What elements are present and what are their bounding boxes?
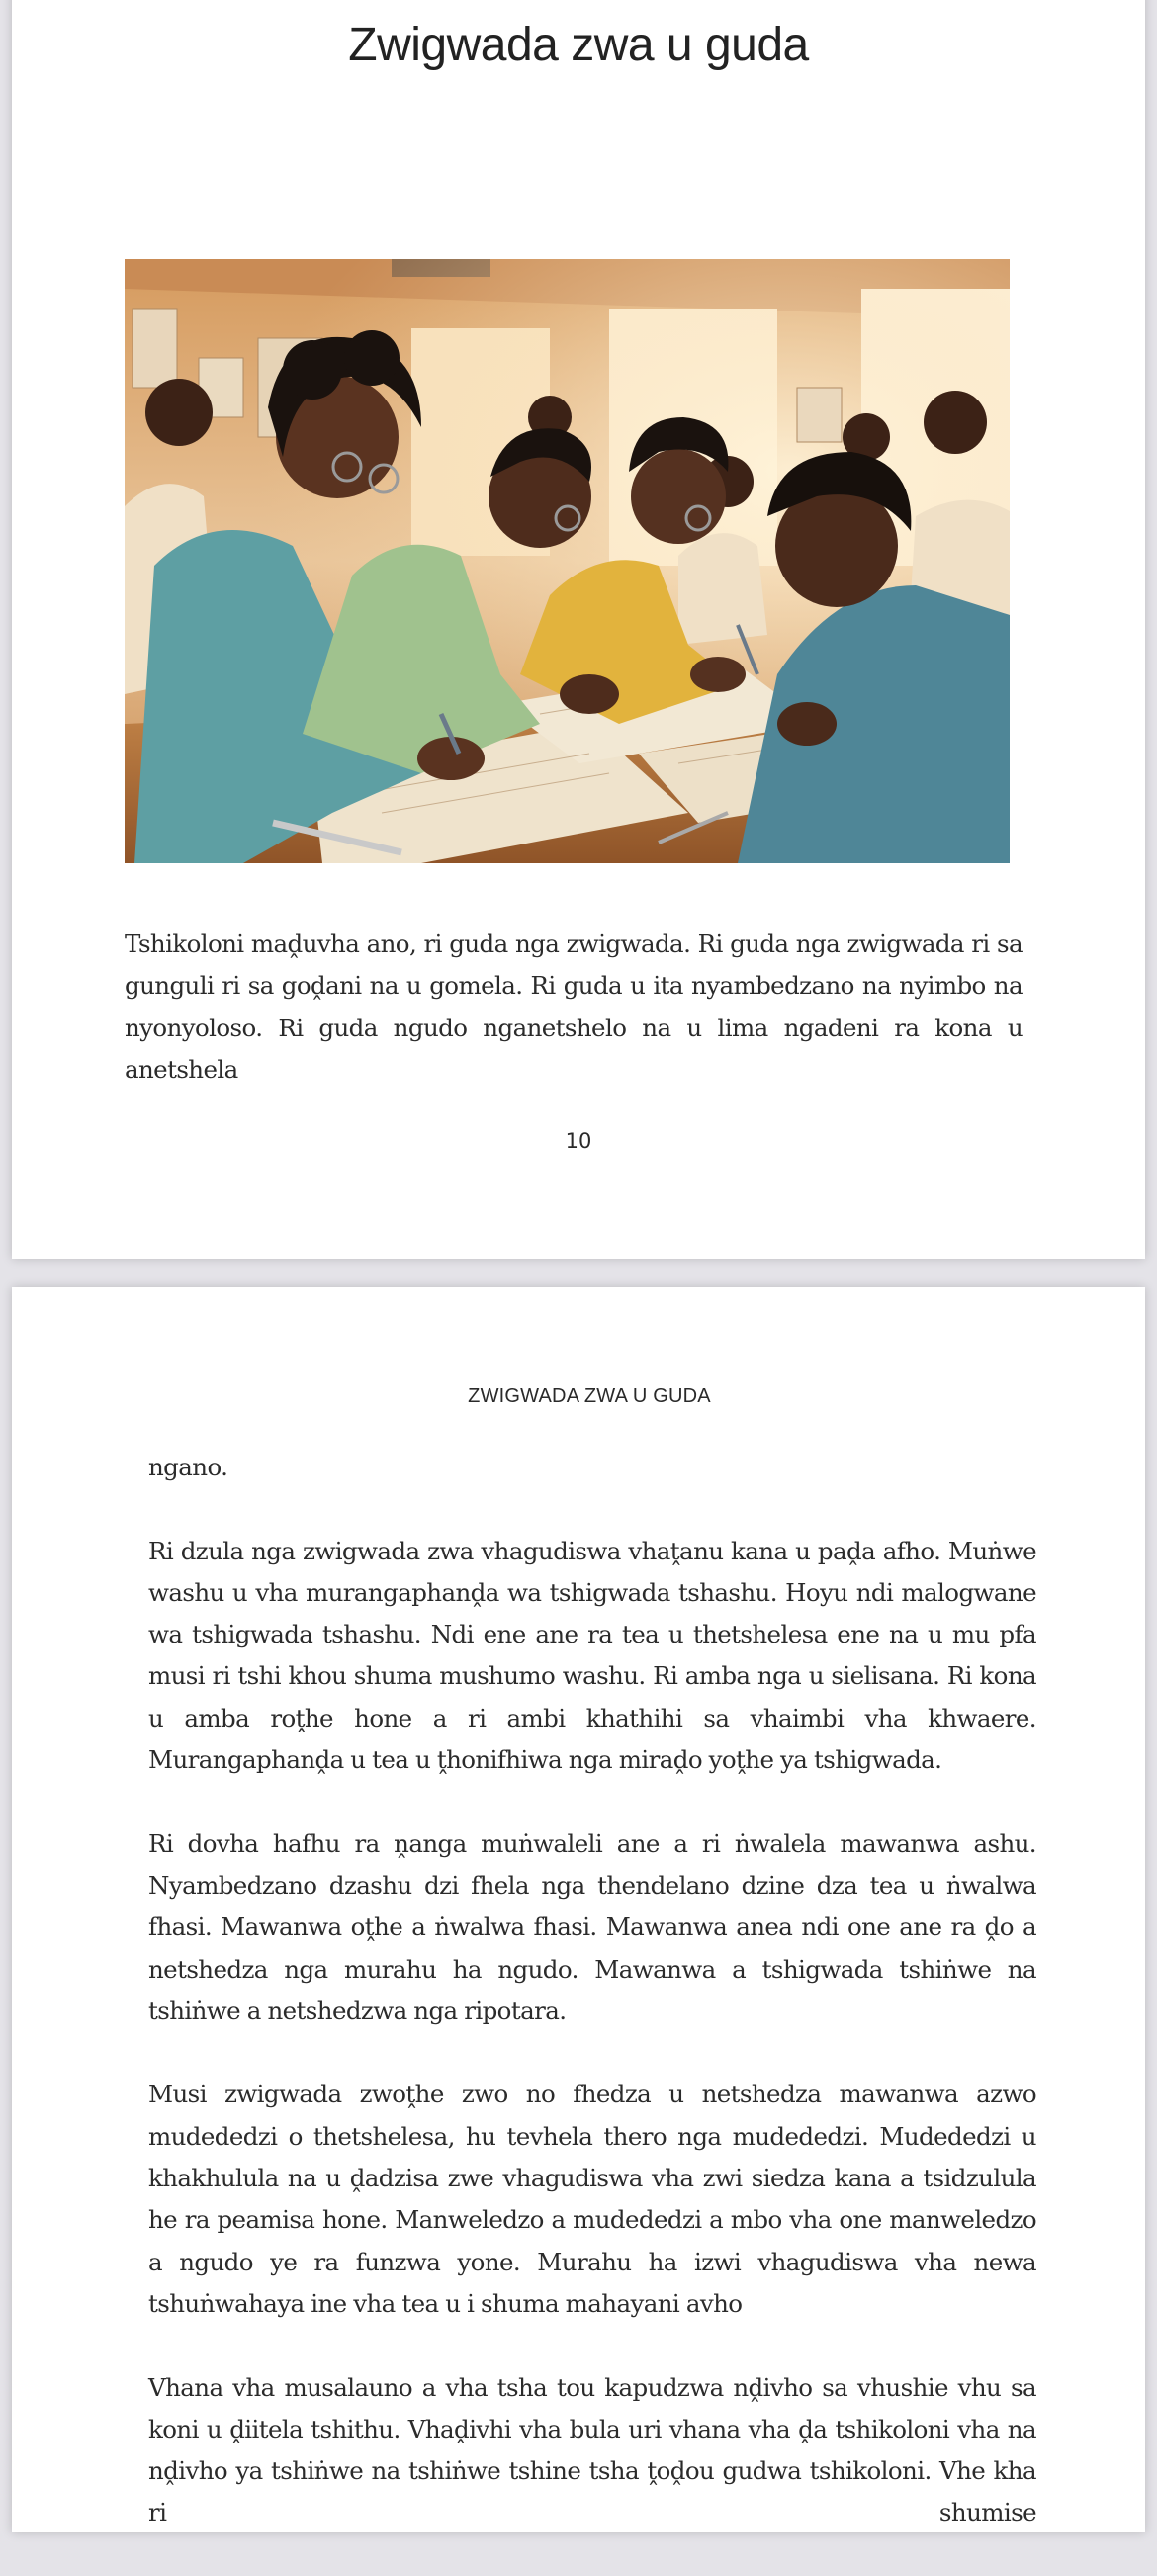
paragraph-text: Tshikoloni maḓuvha ano, ri guda nga zwigwada. Ri guda nga zwigwada ri sa gunguli ri sa goḓani na u gomela. Ri guda u ita nyambedzano na nyimbo na nyonyoloso. Ri guda ngudo nganetshelo na u lima ngadeni ra kona u anetshela bbox=[125, 930, 1023, 1084]
document-page-1 bbox=[12, 0, 1145, 1259]
paragraph: Musi zwigwada zwoṱhe zwo no fhedza u netshedza mawanwa azwo mudededzi o thetshelesa, hu tevhela thero nga mudededzi. Mudededzi u khakhulula na u ḓadzisa zwe vhagudiswa vha zwi siedza kana a tsidzulula he ra peamisa hone. Manweledzo a mudededzi a mbo vha one manweledzo a ngudo ye ra funzwa yone. Murahu ha izwi vhagudiswa vha newa tshuṅwahaya ine vha tea u i shuma mahayani avho bbox=[148, 2080, 1036, 2318]
paragraph: Vhana vha musalauno a vha tsha tou kapudzwa nḓivho sa vhushie vhu sa koni u ḓiitela tshithu. Vhaḓivhi vha bula uri vhana vha ḓa tshikoloni vha na nḓivho ya tshiṅwe na tshiṅwe tshine tsha ṱoḓou gudwa tshikoloni. Vhe kha ri shumise bbox=[148, 2372, 1036, 2528]
paragraph-continuation: ngano. bbox=[148, 1453, 228, 1481]
running-header: ZWIGWADA ZWA U GUDA bbox=[468, 1385, 711, 1407]
classroom-illustration bbox=[125, 259, 1010, 863]
paragraph: Ri dovha hafhu ra ṋanga muṅwaleli ane a ri ṅwalela mawanwa ashu. Nyambedzano dzashu dzi fhela nga thendelano dzine dza tea u ṅwalwa fhasi. Mawanwa oṱhe a ṅwalwa fhasi. Mawanwa anea ndi one ane ra ḓo a netshedza nga murahu ha ngudo. Mawanwa a tshigwada tshiṅwe na tshiṅwe a netshedzwa nga ripotara. bbox=[148, 1828, 1036, 2025]
document-page-2 bbox=[12, 1287, 1145, 2532]
body-text-block bbox=[148, 1447, 1036, 2576]
body-paragraph bbox=[125, 924, 1023, 1091]
paragraph: Ri dzula nga zwigwada zwa vhagudiswa vhaṱanu kana u paḓa afho. Muṅwe washu u vha murangaphanḓa wa tshigwada tshashu. Hoyu ndi malogwane wa tshigwada tshashu. Ndi ene ane ra tea u thetshelesa ene na u mu pfa musi ri tshi khou shuma mushumo washu. Ri amba nga u sielisana. Ri kona u amba roṱhe hone a ri ambi khathihi sa vhaimbi vha khwaere. Murangaphanḓa u tea u ṱhonifhiwa nga miraḓo yoṱhe ya tshigwada. bbox=[148, 1536, 1036, 1775]
students-group-work-image bbox=[125, 259, 1010, 863]
page-number: 10 bbox=[565, 1129, 592, 1153]
page-title: Zwigwada zwa u guda bbox=[348, 19, 809, 71]
